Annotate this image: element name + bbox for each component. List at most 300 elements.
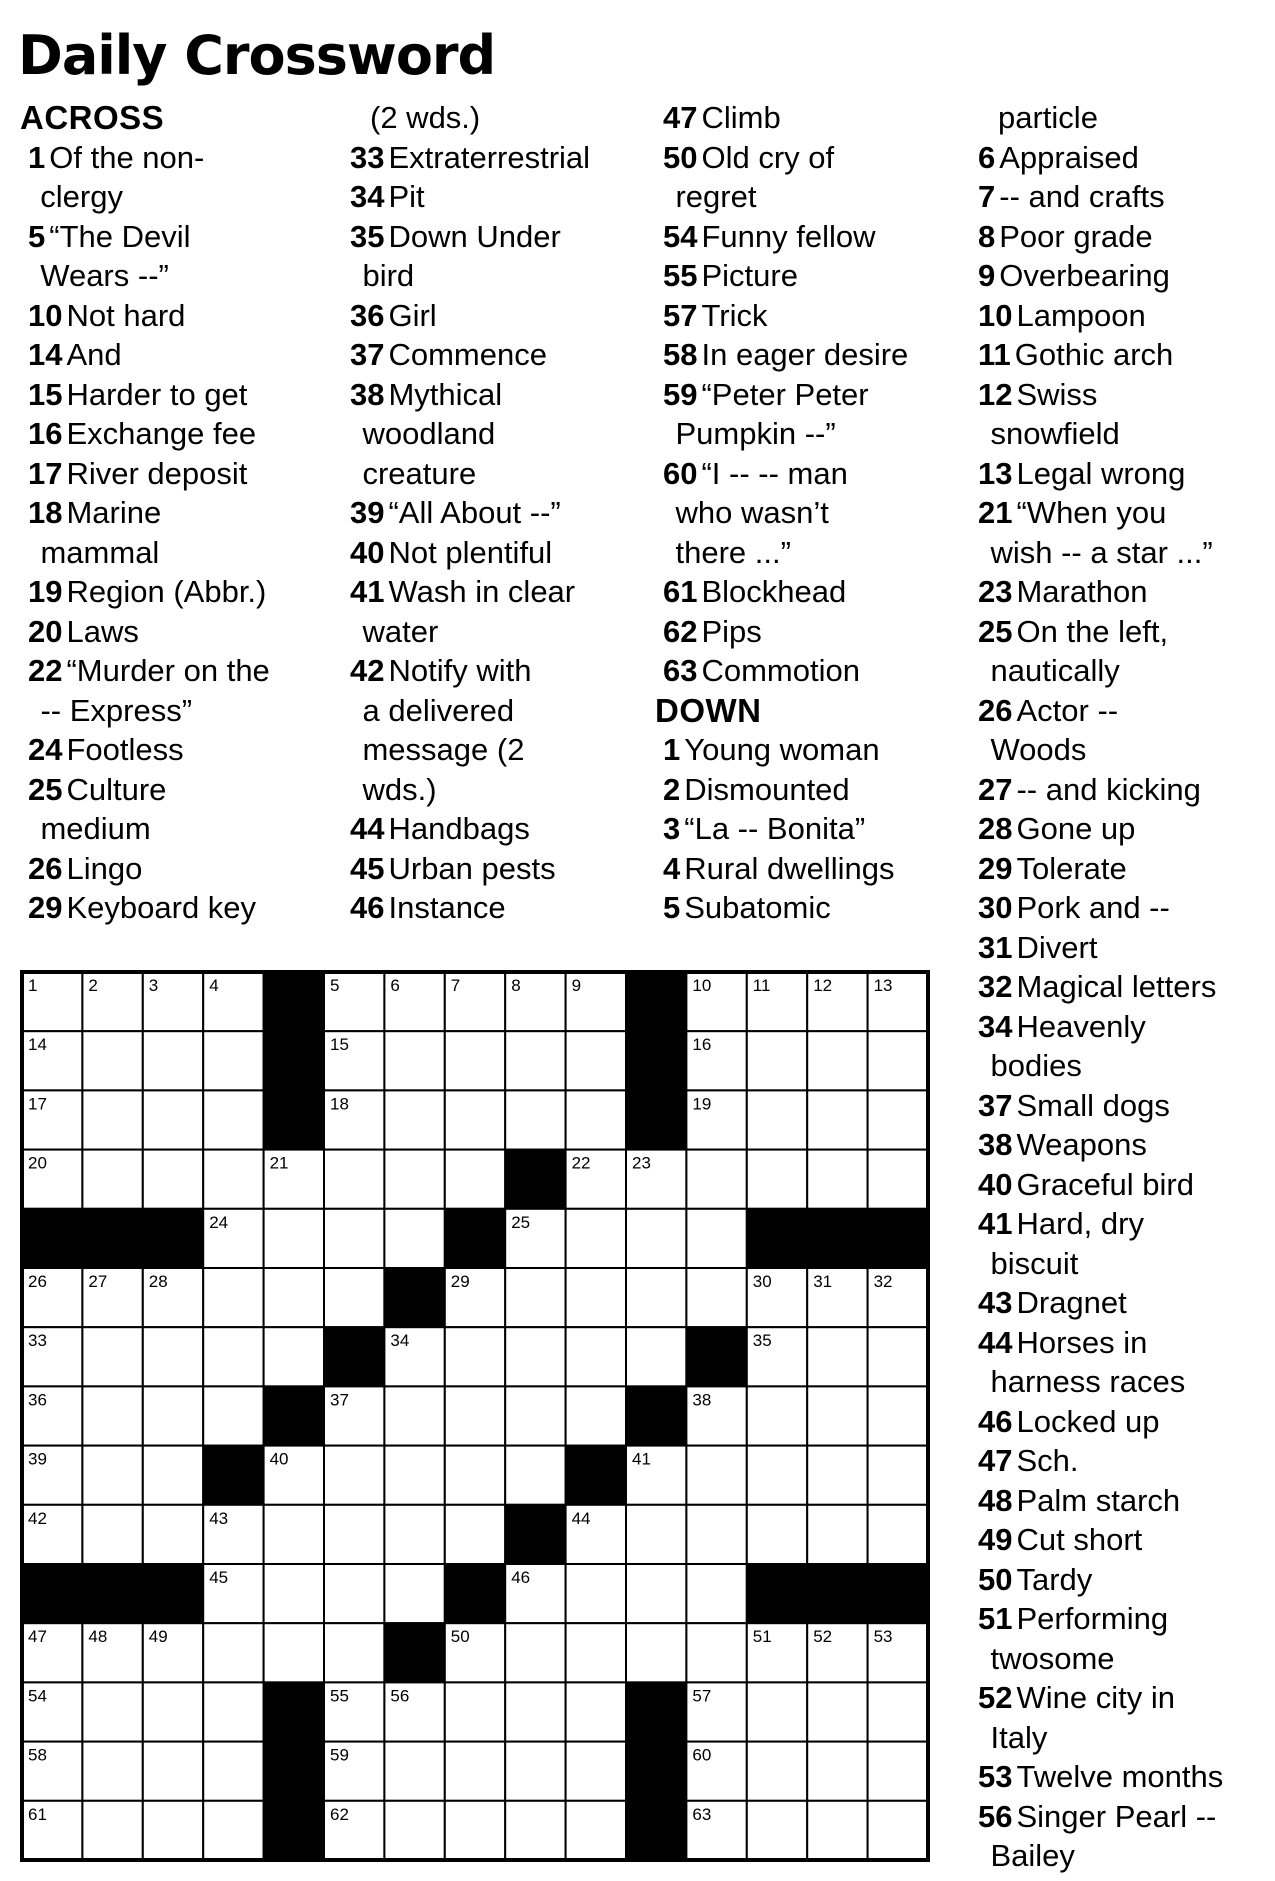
- grid-cell[interactable]: [384, 1031, 444, 1090]
- clue-text: Graceful bird: [1016, 1166, 1194, 1202]
- clue-item: [970, 1757, 1270, 1797]
- clue-item: [970, 1204, 1270, 1283]
- grid-cell[interactable]: [143, 1327, 203, 1386]
- clue-text: Footless: [66, 732, 184, 767]
- grid-cell[interactable]: [747, 1801, 807, 1860]
- clue-text: Of the non- clergy: [40, 139, 205, 214]
- grid-cell[interactable]: [82, 1386, 142, 1445]
- grid-cell[interactable]: [868, 1505, 928, 1564]
- clue-item: [970, 770, 1270, 810]
- grid-cell[interactable]: [505, 1386, 565, 1445]
- grid-cell[interactable]: [626, 1505, 686, 1564]
- grid-cell[interactable]: [203, 1150, 263, 1209]
- grid-cell[interactable]: [868, 1090, 928, 1149]
- clue-text: Weapons: [1016, 1127, 1147, 1162]
- grid-block: [264, 972, 324, 1031]
- cell-number: 11: [752, 976, 771, 995]
- grid-cell[interactable]: [868, 1742, 928, 1801]
- grid-cell[interactable]: [264, 1564, 324, 1623]
- clue-number: 14: [28, 337, 63, 372]
- clue-item: [20, 888, 325, 928]
- clue-item: [970, 493, 1270, 572]
- grid-cell[interactable]: [203, 1031, 263, 1090]
- grid-cell[interactable]: [505, 1742, 565, 1801]
- page-title: Daily Crossword: [18, 24, 496, 87]
- grid-cell[interactable]: [566, 1682, 626, 1741]
- grid-cell[interactable]: [384, 1209, 444, 1268]
- clue-number: 50: [663, 139, 698, 175]
- clue-number: 24: [28, 732, 63, 767]
- clue-item: [655, 770, 955, 810]
- grid-cell[interactable]: [264, 1209, 324, 1268]
- clue-item: [970, 138, 1270, 178]
- grid-cell[interactable]: [505, 1090, 565, 1149]
- clue-number: 59: [663, 376, 698, 412]
- clue-number: 29: [978, 850, 1013, 886]
- cell-number: 61: [28, 1804, 47, 1824]
- clue-number: 53: [978, 1759, 1013, 1794]
- grid-cell[interactable]: [686, 1564, 746, 1623]
- cell-number: 25: [511, 1212, 531, 1232]
- cell-number: 14: [28, 1035, 47, 1055]
- clue-number: 41: [978, 1206, 1013, 1241]
- grid-cell[interactable]: [445, 1742, 505, 1801]
- clue-item: [655, 256, 955, 296]
- clue-text: Not plentiful: [388, 534, 553, 570]
- grid-block: [505, 1150, 565, 1209]
- clue-number: 22: [28, 653, 63, 688]
- clue-column-4: [970, 98, 1270, 1876]
- clue-item: [342, 809, 637, 849]
- grid-cell[interactable]: [566, 1031, 626, 1090]
- clue-text: Wine city in Italy: [990, 1680, 1175, 1755]
- grid-cell[interactable]: [807, 1801, 867, 1860]
- grid-cell[interactable]: [445, 1150, 505, 1209]
- grid-cell[interactable]: [203, 1327, 263, 1386]
- clue-text: Performing twosome: [990, 1601, 1169, 1676]
- clue-text: Divert: [1016, 929, 1098, 965]
- clue-number: 9: [978, 258, 996, 293]
- clue-text: Tolerate: [1016, 850, 1127, 886]
- grid-cell[interactable]: [203, 1742, 263, 1801]
- grid-block: [626, 1742, 686, 1801]
- cell-number: 20: [28, 1153, 47, 1173]
- grid-cell[interactable]: [143, 1682, 203, 1741]
- clue-item: [970, 1007, 1270, 1086]
- grid-block: [264, 1031, 324, 1090]
- grid-cell[interactable]: [747, 1031, 807, 1090]
- clue-text: On the left, nautically: [990, 613, 1169, 688]
- cell-number: 16: [692, 1035, 712, 1055]
- grid-cell[interactable]: [384, 1090, 444, 1149]
- grid-cell[interactable]: [143, 1801, 203, 1860]
- clue-text: Sch.: [1016, 1443, 1079, 1478]
- clue-text: Gothic arch: [1014, 337, 1174, 372]
- grid-cell[interactable]: [143, 1505, 203, 1564]
- clue-item: [342, 849, 637, 889]
- clue-number: 62: [663, 613, 698, 649]
- grid-block: [868, 1564, 928, 1623]
- grid-cell[interactable]: [747, 1505, 807, 1564]
- grid-cell[interactable]: [143, 1090, 203, 1149]
- grid-cell[interactable]: [807, 1505, 867, 1564]
- clue-text: And: [66, 337, 122, 372]
- cell-number: 63: [692, 1804, 712, 1824]
- clue-number: 5: [28, 218, 46, 254]
- cell-number: 2: [88, 976, 98, 995]
- clue-text: Instance: [388, 890, 506, 925]
- clue-item: [655, 612, 955, 652]
- grid-cell[interactable]: [445, 1090, 505, 1149]
- grid-block: [82, 1209, 142, 1268]
- clue-number: 54: [663, 218, 698, 254]
- clue-text: Pit: [388, 179, 425, 214]
- clue-item: [20, 770, 325, 849]
- clue-item: [970, 809, 1270, 849]
- cell-number: 45: [209, 1568, 229, 1587]
- clue-text: Twelve months: [1016, 1759, 1224, 1794]
- grid-cell[interactable]: [566, 1209, 626, 1268]
- clue-text: Climb: [701, 100, 781, 135]
- clue-item: [970, 1599, 1270, 1678]
- grid-block: [22, 1209, 82, 1268]
- clue-item: [20, 651, 325, 730]
- grid-block: [626, 1801, 686, 1860]
- clue-text: Handbags: [388, 811, 530, 846]
- clue-item: [655, 335, 955, 375]
- grid-cell[interactable]: [686, 1623, 746, 1682]
- clue-text: Legal wrong: [1016, 455, 1186, 491]
- cell-number: 31: [813, 1272, 833, 1291]
- clue-column-3: [655, 98, 955, 928]
- clue-text: Gone up: [1016, 811, 1136, 846]
- grid-cell[interactable]: [445, 1682, 505, 1741]
- clue-number: 23: [978, 574, 1013, 609]
- cell-number: 59: [330, 1745, 349, 1765]
- clue-number: 38: [978, 1127, 1013, 1162]
- cell-number: 52: [813, 1627, 833, 1647]
- grid-cell[interactable]: [868, 1327, 928, 1386]
- grid-block: [626, 972, 686, 1031]
- clue-item: [655, 138, 955, 217]
- clue-number: 48: [978, 1482, 1013, 1518]
- grid-cell[interactable]: [505, 1031, 565, 1090]
- grid-cell[interactable]: [626, 1327, 686, 1386]
- grid-block: [747, 1564, 807, 1623]
- grid-cell[interactable]: [807, 1327, 867, 1386]
- grid-cell[interactable]: [324, 1150, 384, 1209]
- grid-cell[interactable]: [626, 1209, 686, 1268]
- grid-cell[interactable]: [384, 1505, 444, 1564]
- grid-cell[interactable]: [203, 1386, 263, 1445]
- grid-cell[interactable]: [807, 1742, 867, 1801]
- grid-block: [626, 1090, 686, 1149]
- grid-cell[interactable]: [566, 1623, 626, 1682]
- grid-cell[interactable]: [747, 1446, 807, 1505]
- clue-item: [655, 296, 955, 336]
- grid-cell[interactable]: [445, 1505, 505, 1564]
- cell-number: 19: [692, 1094, 712, 1114]
- grid-cell[interactable]: [384, 1564, 444, 1623]
- cell-number: 55: [330, 1686, 349, 1706]
- clue-text: Exchange fee: [66, 416, 257, 451]
- cell-number: 38: [692, 1390, 712, 1410]
- grid-cell[interactable]: [626, 1623, 686, 1682]
- grid-cell[interactable]: [807, 1031, 867, 1090]
- clue-item: [970, 1283, 1270, 1323]
- grid-cell[interactable]: [566, 1801, 626, 1860]
- grid-cell[interactable]: [143, 1446, 203, 1505]
- grid-cell[interactable]: [82, 1031, 142, 1090]
- clue-number: 10: [28, 297, 63, 333]
- cell-number: 17: [28, 1094, 47, 1114]
- grid-cell[interactable]: [807, 1150, 867, 1209]
- clue-text: Subatomic: [684, 890, 831, 925]
- grid-cell[interactable]: [566, 1386, 626, 1445]
- clue-text: Palm starch: [1016, 1482, 1181, 1518]
- clue-number: 60: [663, 455, 698, 491]
- clue-item: [20, 296, 325, 336]
- cell-number: 28: [148, 1272, 168, 1291]
- clue-item: [655, 888, 955, 928]
- clue-number: 63: [663, 653, 698, 688]
- grid-cell[interactable]: [686, 1209, 746, 1268]
- grid-cell[interactable]: [445, 1801, 505, 1860]
- grid-cell[interactable]: [82, 1742, 142, 1801]
- clue-text: Girl: [388, 297, 437, 333]
- clue-text: Magical letters: [1016, 969, 1217, 1004]
- grid-cell[interactable]: [143, 1742, 203, 1801]
- grid-cell[interactable]: [445, 1446, 505, 1505]
- clue-number: 42: [350, 653, 385, 688]
- clue-item: [970, 1481, 1270, 1521]
- clue-item: [970, 1086, 1270, 1126]
- grid-cell[interactable]: [203, 1682, 263, 1741]
- clue-item: [970, 928, 1270, 968]
- grid-cell[interactable]: [384, 1801, 444, 1860]
- grid-cell[interactable]: [868, 1446, 928, 1505]
- clue-text: Wash in clear water: [362, 574, 576, 649]
- cell-number: 47: [28, 1627, 47, 1647]
- grid-cell[interactable]: [445, 1386, 505, 1445]
- grid-cell[interactable]: [566, 1564, 626, 1623]
- grid-cell[interactable]: [868, 1682, 928, 1741]
- clue-text: Dragnet: [1016, 1285, 1127, 1320]
- grid-block: [807, 1564, 867, 1623]
- cell-number: 22: [571, 1153, 591, 1173]
- clue-item: [970, 98, 1270, 138]
- grid-cell[interactable]: [324, 1564, 384, 1623]
- grid-cell[interactable]: [384, 1150, 444, 1209]
- grid-block: [264, 1386, 324, 1445]
- clue-number: 49: [978, 1522, 1013, 1557]
- clue-text: Blockhead: [701, 574, 847, 609]
- clue-number: 47: [978, 1443, 1013, 1478]
- grid-cell[interactable]: [203, 1268, 263, 1327]
- clue-number: 19: [28, 574, 63, 609]
- grid-cell[interactable]: [143, 1031, 203, 1090]
- clue-text: Pips: [701, 613, 762, 649]
- clue-text: Laws: [66, 613, 139, 649]
- grid-cell[interactable]: [747, 1386, 807, 1445]
- grid-cell[interactable]: [384, 1742, 444, 1801]
- clue-item: [342, 572, 637, 651]
- grid-cell[interactable]: [324, 1446, 384, 1505]
- cell-number: 15: [330, 1035, 349, 1055]
- clue-text: Singer Pearl -- Bailey: [990, 1798, 1217, 1873]
- crossword-grid[interactable]: [20, 970, 946, 1876]
- grid-cell[interactable]: [324, 1268, 384, 1327]
- grid-block: [82, 1564, 142, 1623]
- clue-number: 34: [978, 1008, 1013, 1044]
- cell-number: 46: [511, 1568, 531, 1587]
- clue-text: River deposit: [66, 455, 248, 491]
- grid-cell[interactable]: [868, 1386, 928, 1445]
- clue-number: 17: [28, 455, 63, 491]
- grid-cell[interactable]: [324, 1209, 384, 1268]
- grid-block: [22, 1564, 82, 1623]
- grid-cell[interactable]: [82, 1150, 142, 1209]
- cell-number: 48: [88, 1627, 108, 1647]
- clue-item: [970, 375, 1270, 454]
- grid-block: [566, 1446, 626, 1505]
- clue-number: 34: [350, 179, 385, 214]
- clue-text: Dismounted: [684, 771, 850, 807]
- grid-cell[interactable]: [807, 1446, 867, 1505]
- grid-cell[interactable]: [747, 1682, 807, 1741]
- grid-cell[interactable]: [626, 1564, 686, 1623]
- clue-text: Harder to get: [66, 376, 248, 412]
- clue-text: Young woman: [684, 732, 880, 767]
- clue-item: [342, 651, 637, 809]
- clue-text: Heavenly bodies: [990, 1008, 1146, 1083]
- cell-number: 1: [28, 976, 38, 995]
- grid-cell[interactable]: [868, 1801, 928, 1860]
- grid-cell[interactable]: [686, 1446, 746, 1505]
- grid-cell[interactable]: [747, 1090, 807, 1149]
- cell-number: 34: [390, 1331, 410, 1351]
- clue-item: [342, 217, 637, 296]
- grid-cell[interactable]: [203, 1801, 263, 1860]
- grid-cell[interactable]: [143, 1386, 203, 1445]
- grid-cell[interactable]: [566, 1268, 626, 1327]
- grid-cell[interactable]: [505, 1682, 565, 1741]
- grid-cell[interactable]: [686, 1505, 746, 1564]
- grid-cell[interactable]: [807, 1682, 867, 1741]
- grid-cell[interactable]: [505, 1268, 565, 1327]
- clue-number: 30: [978, 890, 1013, 925]
- clue-item: [655, 849, 955, 889]
- cell-number: 36: [28, 1390, 47, 1410]
- grid-block: [264, 1742, 324, 1801]
- cell-number: 44: [571, 1508, 591, 1528]
- grid-cell[interactable]: [203, 1623, 263, 1682]
- grid-cell[interactable]: [807, 1386, 867, 1445]
- clue-number: 37: [350, 337, 385, 372]
- grid-cell[interactable]: [807, 1090, 867, 1149]
- clue-number: 56: [978, 1798, 1013, 1834]
- clue-text: “The Devil Wears --”: [40, 218, 191, 293]
- grid-block: [384, 1268, 444, 1327]
- cell-number: 5: [330, 976, 340, 995]
- grid-cell[interactable]: [505, 1327, 565, 1386]
- grid-cell[interactable]: [868, 1150, 928, 1209]
- clue-text: Keyboard key: [66, 890, 257, 925]
- clue-number: 20: [28, 613, 63, 649]
- grid-cell[interactable]: [264, 1268, 324, 1327]
- grid-cell[interactable]: [505, 1446, 565, 1505]
- grid-cell[interactable]: [143, 1150, 203, 1209]
- clue-number: 12: [978, 376, 1013, 412]
- grid-cell[interactable]: [445, 1031, 505, 1090]
- clue-number: 1: [28, 139, 46, 175]
- grid-cell[interactable]: [445, 1327, 505, 1386]
- clue-number: 27: [978, 771, 1013, 807]
- clue-text: In eager desire: [701, 337, 909, 372]
- grid-cell[interactable]: [566, 1742, 626, 1801]
- grid-cell[interactable]: [626, 1268, 686, 1327]
- grid-cell[interactable]: [384, 1386, 444, 1445]
- clue-text: Small dogs: [1016, 1087, 1170, 1123]
- grid-cell[interactable]: [82, 1446, 142, 1505]
- grid-cell[interactable]: [505, 1623, 565, 1682]
- cell-number: 33: [28, 1331, 47, 1351]
- clue-item: [20, 612, 325, 652]
- grid-cell[interactable]: [82, 1682, 142, 1741]
- cell-number: 3: [148, 976, 159, 995]
- grid-block: [626, 1682, 686, 1741]
- grid-cell[interactable]: [264, 1505, 324, 1564]
- cell-number: 8: [511, 976, 521, 995]
- grid-cell[interactable]: [82, 1090, 142, 1149]
- cell-number: 27: [88, 1272, 108, 1291]
- clue-text: “When you wish -- a star ...”: [990, 495, 1213, 570]
- grid-cell[interactable]: [203, 1090, 263, 1149]
- grid-cell[interactable]: [566, 1327, 626, 1386]
- cell-number: 56: [390, 1686, 410, 1706]
- clue-number: 13: [978, 455, 1013, 491]
- grid-cell[interactable]: [82, 1801, 142, 1860]
- cell-number: 49: [148, 1627, 168, 1647]
- grid-cell[interactable]: [264, 1623, 324, 1682]
- clue-text: Pork and --: [1016, 890, 1170, 925]
- cell-number: 7: [450, 976, 461, 995]
- clue-item: [970, 335, 1270, 375]
- grid-cell[interactable]: [82, 1505, 142, 1564]
- grid-cell[interactable]: [686, 1150, 746, 1209]
- grid-cell[interactable]: [264, 1327, 324, 1386]
- grid-cell[interactable]: [747, 1742, 807, 1801]
- grid-cell[interactable]: [324, 1623, 384, 1682]
- grid-cell[interactable]: [384, 1446, 444, 1505]
- grid-block: [505, 1505, 565, 1564]
- grid-cell[interactable]: [505, 1801, 565, 1860]
- clue-text: Actor -- Woods: [990, 692, 1119, 767]
- clue-number: 50: [978, 1561, 1013, 1597]
- grid-cell[interactable]: [566, 1090, 626, 1149]
- grid-cell[interactable]: [82, 1327, 142, 1386]
- clue-text: “I -- -- man who wasn’t there ...”: [675, 455, 848, 570]
- cell-number: 37: [330, 1390, 349, 1410]
- clue-item: [970, 691, 1270, 770]
- grid-cell[interactable]: [324, 1505, 384, 1564]
- grid-cell[interactable]: [747, 1150, 807, 1209]
- grid-cell[interactable]: [686, 1268, 746, 1327]
- clue-text: Commotion: [701, 653, 860, 688]
- clue-text: Marathon: [1016, 574, 1148, 609]
- grid-cell[interactable]: [868, 1031, 928, 1090]
- cell-number: 58: [28, 1745, 47, 1765]
